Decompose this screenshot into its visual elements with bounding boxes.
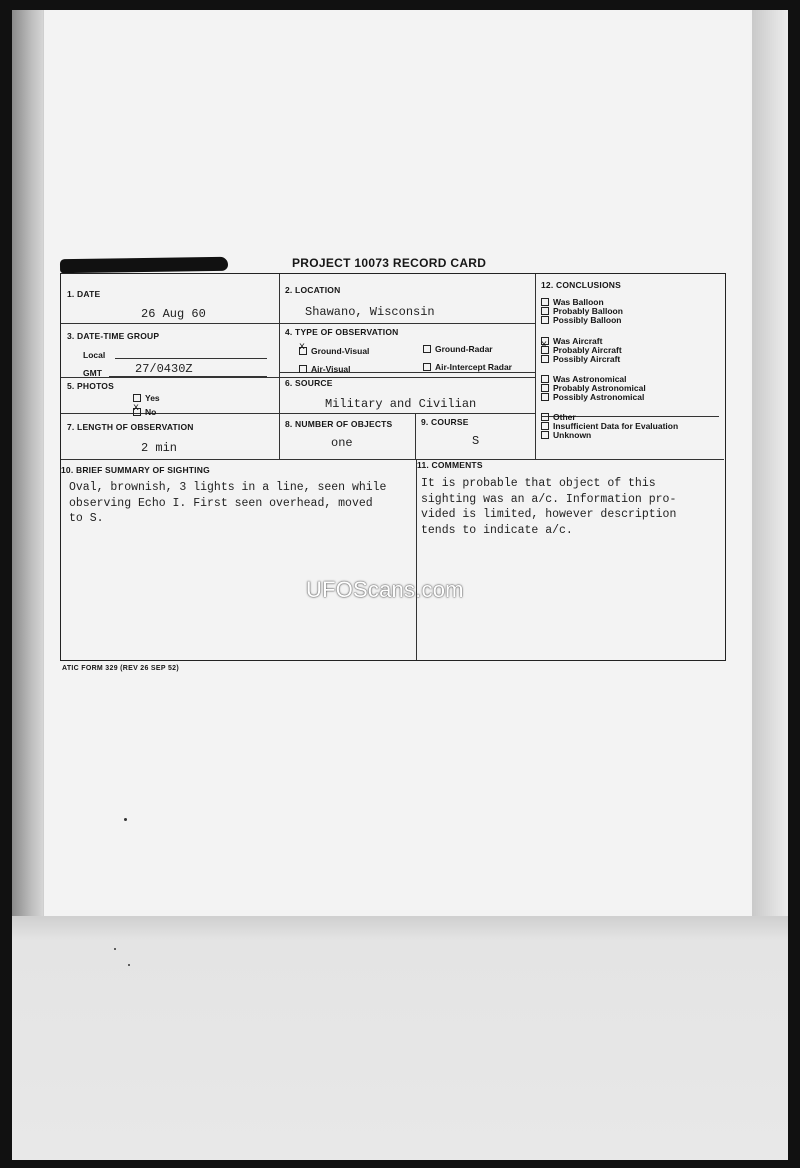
checkbox-icon [541, 375, 549, 383]
brief-summary-label: 10. BRIEF SUMMARY OF SIGHTING [61, 465, 210, 475]
date-value: 26 Aug 60 [141, 307, 206, 321]
gmt-value: 27/0430Z [135, 362, 193, 376]
checkbox-icon [423, 363, 431, 371]
conclusion-group-balloon: Was Balloon Probably Balloon Possibly Balloon [541, 298, 623, 325]
source-label: 6. SOURCE [285, 378, 333, 388]
length-of-observation-value: 2 min [141, 441, 178, 455]
location-label: 2. LOCATION [285, 285, 341, 295]
checkbox-icon [541, 316, 549, 324]
source-value: Military and Civilian [325, 397, 477, 411]
checkbox-checked-icon [299, 347, 307, 355]
summary-line: to S. [69, 512, 104, 525]
summary-line: Oval, brownish, 3 lights in a line, seen while [69, 481, 387, 494]
gmt-label: GMT [83, 368, 102, 378]
date-label: 1. DATE [67, 289, 101, 299]
form-number: ATIC FORM 329 (REV 26 SEP 52) [62, 665, 179, 672]
sheet-edge [752, 10, 788, 916]
checkbox-icon [541, 413, 549, 421]
checkbox-icon [541, 393, 549, 401]
conclusion-group-aircraft: Was Aircraft xProbably Aircraft Possibly Aircraft [541, 337, 622, 364]
checkbox-icon [541, 384, 549, 392]
comments-label: 11. COMMENTS [417, 460, 483, 470]
comment-line: vided is limited, however description [421, 508, 677, 521]
summary-line: observing Echo I. First seen overhead, moved [69, 496, 373, 510]
checkbox-checked-icon [541, 346, 549, 354]
checkbox-icon [541, 298, 549, 306]
watermark: UFOScans.com [306, 577, 464, 602]
checkbox-icon [541, 422, 549, 430]
local-label: Local [83, 350, 106, 360]
obs-ground-visual: xGround-Visual [299, 346, 369, 356]
dust-speck [114, 948, 116, 950]
comment-line: It is probable that object of this [421, 477, 656, 490]
obs-air-visual: Air-Visual [299, 364, 351, 374]
number-of-objects-value: one [331, 436, 353, 450]
comment-line: tends to indicate a/c. [421, 523, 573, 537]
obs-air-intercept-radar: Air-Intercept Radar [423, 362, 512, 372]
course-label: 9. COURSE [421, 417, 469, 427]
conclusions-label: 12. CONCLUSIONS [541, 280, 621, 290]
checkbox-icon [541, 431, 549, 439]
comments-text [421, 476, 676, 538]
length-of-observation-label: 7. LENGTH OF OBSERVATION [67, 422, 194, 432]
checkbox-icon [133, 394, 141, 402]
course-value: S [472, 434, 480, 448]
photos-no: xNo [133, 407, 156, 417]
checkbox-icon [423, 345, 431, 353]
lower-sheet [12, 916, 788, 1160]
location-value: Shawano, Wisconsin [305, 305, 435, 319]
dust-speck [128, 964, 130, 966]
conclusion-group-astronomical: Was Astronomical Probably Astronomical Possibly Astronomical [541, 375, 646, 402]
photos-yes: Yes [133, 393, 160, 403]
checkbox-icon [541, 307, 549, 315]
dust-speck [124, 818, 127, 821]
checkbox-icon [541, 355, 549, 363]
obs-ground-radar: Ground-Radar [423, 344, 493, 354]
card-title: PROJECT 10073 RECORD CARD [292, 256, 487, 270]
number-of-objects-label: 8. NUMBER OF OBJECTS [285, 419, 393, 429]
photos-label: 5. PHOTOS [67, 381, 114, 391]
type-of-observation-label: 4. TYPE OF OBSERVATION [285, 327, 399, 337]
comment-line: sighting was an a/c. Information pro- [421, 492, 677, 506]
checkbox-checked-icon [133, 408, 141, 416]
conclusion-group-other: Other Insufficient Data for Evaluation Unknown [541, 413, 678, 440]
redaction-bar [60, 257, 228, 273]
date-time-group-label: 3. DATE-TIME GROUP [67, 331, 160, 341]
brief-summary-text [69, 480, 386, 527]
checkbox-icon [299, 365, 307, 373]
